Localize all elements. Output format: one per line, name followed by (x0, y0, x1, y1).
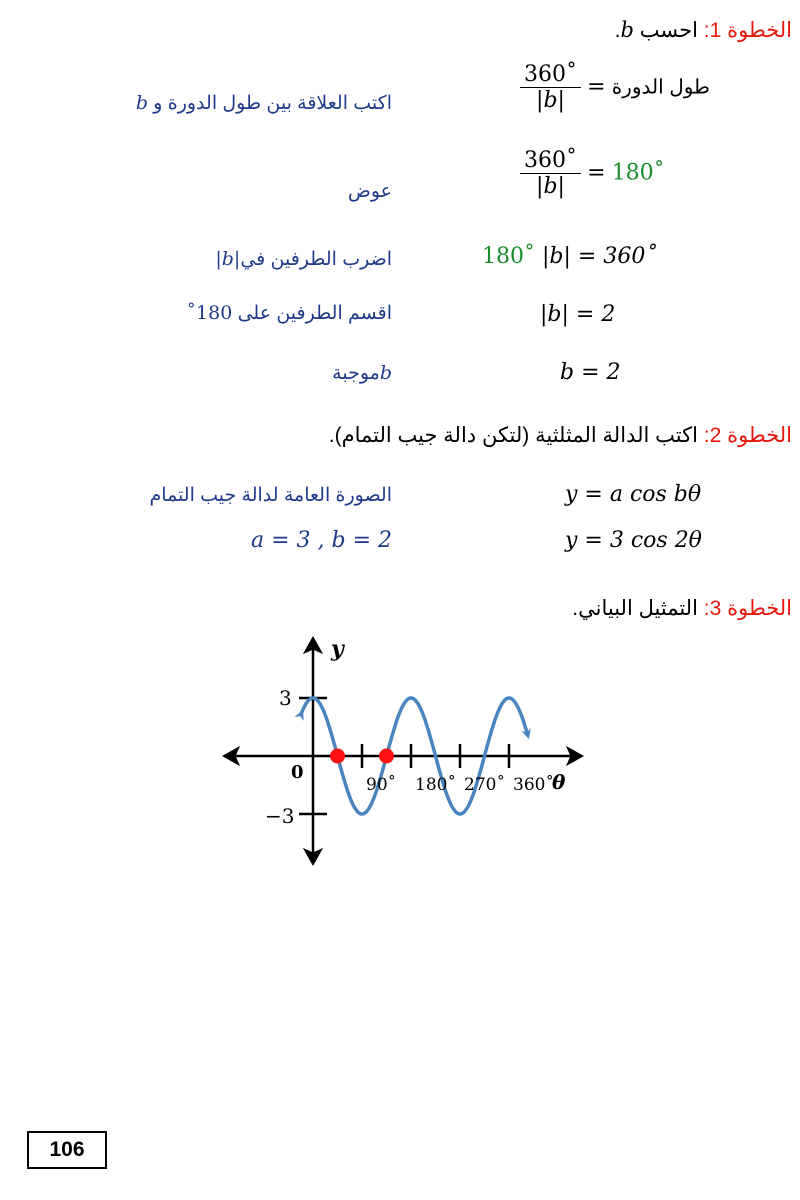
step1-end: . (614, 19, 621, 42)
note-row3-text: اضرب الطرفين في (240, 249, 392, 270)
x-tick-label-1: 90˚ (366, 775, 397, 795)
note-row3-var: |b| (215, 248, 241, 270)
cosine-graph (215, 632, 595, 872)
value-180-green: 180˚ (482, 244, 535, 269)
fraction-denominator: |b| (536, 174, 565, 199)
note-row4 (187, 302, 392, 325)
x-tick-label-3: 270˚ (464, 775, 505, 795)
step1-text: احسب (639, 19, 698, 42)
eq-general-cos: y = a cos bθ (565, 482, 702, 507)
note-row1-text: اكتب العلاقة بين طول الدورة و (153, 93, 392, 114)
eq-specific-cos: y = 3 cos 2θ (565, 528, 702, 553)
step2-text: اكتب الدالة المثلثية (لتكن دالة جيب التمام). (328, 424, 698, 447)
value-180-green: 180˚ (611, 160, 665, 186)
zero-point-2 (379, 749, 394, 764)
note-row3 (215, 248, 392, 271)
period-length-label: طول الدورة (611, 76, 710, 99)
y-tick-label-3: 3 (279, 686, 292, 710)
x-axis-label: θ (552, 770, 566, 794)
step2-title (329, 423, 792, 448)
step3-title (572, 596, 792, 621)
y-axis-label: y (331, 636, 344, 662)
eq-period-formula (520, 62, 710, 113)
fraction-360-over-b-2 (520, 148, 581, 199)
step1-label: الخطوة 1: (703, 19, 792, 42)
y-tick-label-neg3: −3 (265, 804, 295, 828)
page-number: 106 (27, 1131, 107, 1169)
origin-label: 0 (291, 762, 304, 783)
eq-substitute (520, 148, 665, 199)
note-row2-text: عوض (347, 181, 392, 202)
note-row5-var: b (379, 362, 392, 384)
equals-sign: = (587, 160, 606, 186)
eq-divide: |b| = 2 (540, 302, 616, 327)
step1-title (615, 18, 792, 43)
fraction-numerator: 360˚ (520, 62, 581, 88)
fraction-numerator: 360˚ (520, 148, 581, 174)
x-tick-label-2: 180˚ (415, 775, 456, 795)
note-row4-val: 180˚ (186, 302, 233, 324)
note-row5-text: موجبة (332, 363, 380, 384)
step2-label: الخطوة 2: (703, 424, 792, 447)
note-general-form: الصورة العامة لدالة جيب التمام (149, 485, 392, 506)
zero-point-1 (330, 749, 345, 764)
note-row2 (348, 180, 392, 203)
step3-label: الخطوة 3: (703, 597, 792, 620)
note-a-b-values: a = 3 , b = 2 (250, 528, 392, 553)
x-tick-label-4: 360˚ (513, 775, 554, 795)
eq-multiply-rest: |b| = 360˚ (542, 244, 657, 269)
fraction-denominator: |b| (536, 88, 565, 113)
note-row4-text: اقسم الطرفين على (237, 303, 392, 324)
equals-sign: = (587, 74, 606, 100)
step3-text: التمثيل البياني. (572, 597, 698, 620)
note-row1 (136, 92, 392, 115)
eq-b-positive: b = 2 (560, 360, 621, 385)
step1-var: b (620, 18, 634, 42)
note-row5 (332, 362, 392, 385)
axes (223, 637, 583, 865)
note-row1-var: b (135, 92, 149, 114)
eq-multiply (482, 244, 656, 269)
fraction-360-over-b (520, 62, 581, 113)
